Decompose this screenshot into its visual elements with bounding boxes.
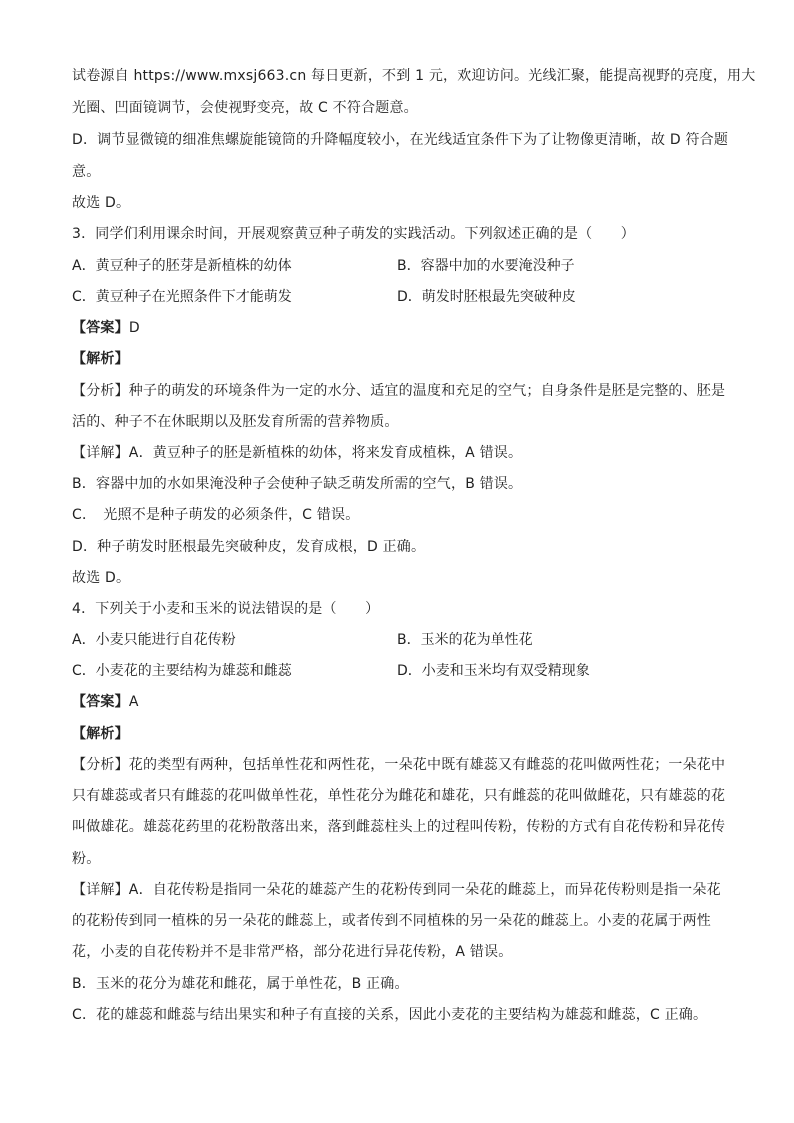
jiexi-label: 【解析】 [72,351,129,367]
answer-label: 【答案】 [72,320,129,336]
question-4-stem: 4．下列关于小麦和玉米的说法错误的是（ ） [72,601,380,617]
answer-value: A [128,694,139,710]
question-4-fenxi-line: 叫做雄花。雄蕊花药里的花粉散落出来，落到雌蕊柱头上的过程叫传粉，传粉的方式有自花传粉和异花传 [72,819,726,835]
question-4-xiangjie-b: B．玉米的花分为雄花和雌花，属于单性花，B 正确。 [72,976,409,992]
question-3-option-d: D．萌发时胚根最先突破种皮 [397,289,576,305]
text-line: 光圈、凹面镜调节，会使视野变亮，故 C 不符合题意。 [72,100,418,116]
question-4-fenxi-line: 只有雄蕊或者只有雌蕊的花叫做单性花，单性花分为雌花和雄花，只有雌蕊的花叫做雌花，只有雄蕊的花 [72,788,726,804]
question-3-conclusion: 故选 D。 [72,570,131,586]
question-4-option-d: D．小麦和玉米均有双受精现象 [397,663,590,679]
question-3-option-a: A．黄豆种子的胚芽是新植株的幼体 [72,258,292,274]
question-4-xiangjie-line: 【详解】A．自花传粉是指同一朵花的雄蕊产生的花粉传到同一朵花的雌蕊上，而异花传粉则是指一朵花 [72,882,721,898]
question-3-answer [72,318,722,338]
question-4-option-c: C．小麦花的主要结构为雄蕊和雌蕊 [72,663,292,679]
question-3-fenxi-line: 活的、种子不在休眠期以及胚发育所需的营养物质。 [72,414,399,430]
jiexi-label: 【解析】 [72,726,129,742]
question-3-xiangjie-d: D．种子萌发时胚根最先突破种皮，发育成根，D 正确。 [72,539,426,555]
question-4-fenxi-line: 【分析】花的类型有两种，包括单性花和两性花，一朵花中既有雄蕊又有雌蕊的花叫做两性花；一朵花中 [72,757,726,773]
question-4-xiangjie-line: 的花粉传到同一植株的另一朵花的雌蕊上，或者传到不同植株的另一朵花的雌蕊上。小麦的花属于两性 [72,913,711,929]
question-4-option-a: A．小麦只能进行自花传粉 [72,632,236,648]
header-line: 试卷源自 https://www.mxsj663.cn 每日更新，不到 1 元，欢迎访问。光线汇聚，能提高视野的亮度，用大 [72,68,756,84]
question-3-option-b: B．容器中加的水要淹没种子 [397,258,575,274]
question-3-fenxi-line: 【分析】种子的萌发的环境条件为一定的水分、适宜的温度和充足的空气；自身条件是胚是完整的、胚是 [72,383,726,399]
question-3-xiangjie-c: C． 光照不是种子萌发的必须条件，C 错误。 [72,507,360,523]
question-4-answer [72,692,722,712]
question-4-xiangjie-c: C．花的雄蕊和雌蕊与结出果实和种子有直接的关系，因此小麦花的主要结构为雄蕊和雌蕊，C 正确。 [72,1007,708,1023]
question-4-jiexi [72,724,722,744]
question-3-stem: 3．同学们利用课余时间，开展观察黄豆种子萌发的实践活动。下列叙述正确的是（ ） [72,226,635,242]
question-3-option-c: C．黄豆种子在光照条件下才能萌发 [72,289,292,305]
question-4-option-b: B．玉米的花为单性花 [397,632,533,648]
question-3-xiangjie-a: 【详解】A．黄豆种子的胚是新植株的幼体，将来发育成植株，A 错误。 [72,445,523,461]
question-4-xiangjie-line: 花，小麦的自花传粉并不是非常严格，部分花进行异花传粉，A 错误。 [72,944,513,960]
question-3-xiangjie-b: B．容器中加的水如果淹没种子会使种子缺乏萌发所需的空气，B 错误。 [72,476,523,492]
answer-label: 【答案】 [72,694,129,710]
text-line: 故选 D。 [72,195,131,211]
text-line: 意。 [72,164,101,180]
question-4-fenxi-line: 粉。 [72,851,101,867]
answer-value: D [128,320,140,336]
text-line: D．调节显微镜的细准焦螺旋能镜筒的升降幅度较小，在光线适宜条件下为了让物像更清晰，故 D 符合题 [72,132,729,148]
question-3-jiexi [72,349,722,369]
